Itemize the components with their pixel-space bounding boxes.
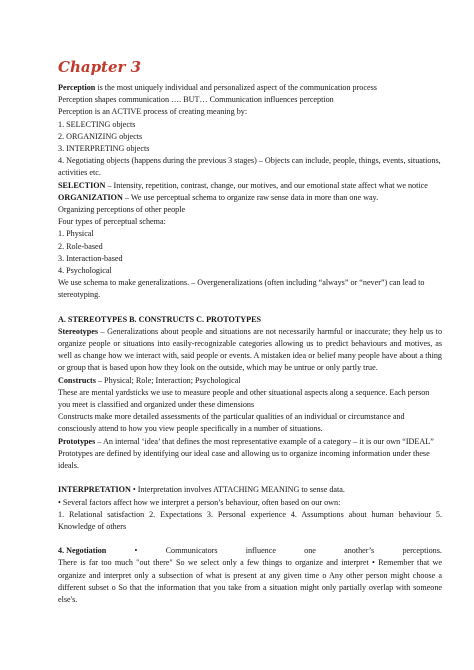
generalization-paragraph: We use schema to make generalizations. – Overgeneralizations (often including “always” or “never”) can lead to stereotyping. [58,278,425,300]
negotiation-word: perceptions. [402,546,442,556]
schema-type: 2. Role-based [58,241,103,251]
spacer [58,472,442,484]
schema-type: 1. Physical [58,229,94,239]
stereotypes-paragraph [58,326,442,375]
constructs-text: – Physical; Role; Interaction; Psychological [95,375,241,385]
organization-term: ORGANIZATION [58,192,123,202]
interpretation-paragraph [58,484,442,496]
schema-type: 4. Psychological [58,266,112,276]
constructs-detail-1: These are mental yardsticks we use to measure people and other situational aspects along a sequence. Each person you meet is classified and organized under these dimensions [58,387,430,410]
interpretation-list: 1. Relational satisfaction 2. Expectations 3. Personal experience 4. Assumptions about human behaviour 5. Knowledge of others [58,509,442,531]
interpretation-factors: • Several factors affect how we interpret a person’s behaviour, often based on our own: [58,497,341,507]
prototypes-text: – An internal ‘idea’ that defines the most representative example of a category – it is our own “IDEAL” [95,436,434,446]
section-heading-text: A. STEREOTYPES B. CONSTRUCTS C. PROTOTYPES [58,314,262,324]
spacer [58,302,442,314]
perception-term: Perception [58,83,96,92]
stereotypes-term: Stereotypes [58,326,99,336]
schema-type: 3. Interaction-based [58,253,123,263]
organization-paragraph [58,192,442,204]
constructs-term: Constructs [58,375,96,385]
perception-step: 4. Negotiating objects (happens during the previous 3 stages) – Objects can include, people, things, events, situations, activities etc. [58,156,441,178]
interpretation-text: • Interpretation involves ATTACHING MEANING to sense data. [130,485,345,495]
constructs-detail-2: Constructs make more detailed assessments of the particular qualities of an individual or circumstance and consciously attend to how you view people specifically in a number of situations. [58,412,405,434]
negotiation-word: • [134,546,138,556]
interpretation-term: INTERPRETATION [58,485,131,495]
negotiation-word: Communicators [165,546,218,556]
perception-shapes-line: Perception shapes communication …. BUT… Communication influences perception [58,95,334,105]
stereotypes-text: – Generalizations about people and situations are not necessarily harmful or inaccurate; they help us to organize people or situations into easily-recognizable categories allowing us to predict behaviours and motives, as well as change how we interact with, said people or events. A mistaken idea or belief many people have about a thing or group that is based upon how they look on the outside, which may be untrue or only partly true. [58,326,442,373]
perception-step: 1. SELECTING objects [58,119,136,129]
selection-text: – Intensity, repetition, contrast, change, our motives, and our emotional state affect what we notice [105,180,428,190]
prototypes-paragraph [58,436,442,448]
prototypes-detail: Prototypes are defined by identifying our ideal case and allowing us to organize incoming information under these ideals. [58,448,430,471]
section-heading [58,314,442,326]
spacer [58,533,442,545]
selection-term: SELECTION [58,180,106,190]
perception-step: 2. ORGANIZING objects [58,131,143,141]
chapter-title: Chapter 3 [58,58,142,76]
perception-definition [58,82,442,94]
negotiation-word: influence [245,546,276,556]
perception-active-line: Perception is an ACTIVE process of creating meaning by: [58,107,248,117]
constructs-paragraph [58,375,442,387]
negotiation-heading-row [58,545,442,557]
negotiation-word: one [304,546,316,556]
schema-types-line: Four types of perceptual schema: [58,217,166,227]
selection-paragraph [58,180,442,192]
organizing-line: Organizing perceptions of other people [58,205,186,215]
negotiation-word: another’s [344,546,375,556]
prototypes-term: Prototypes [58,436,96,446]
perception-step: 3. INTERPRETING objects [58,144,150,154]
negotiation-paragraph: There is far too much "out there" So we select only a few things to organize and interpret • Remember that we organize and interpret only a subsection of what is present at any given time o Any other person might choose a different subset o So that the information that you take from a situation might only partially overlap with someone else's. [58,558,442,604]
organization-text: – We use perceptual schema to organize raw sense data in more than one way. [122,192,379,202]
negotiation-term: 4. Negotiation [58,546,107,556]
perception-definition-text: is the most uniquely individual and personalized aspect of the communication process [95,83,377,92]
